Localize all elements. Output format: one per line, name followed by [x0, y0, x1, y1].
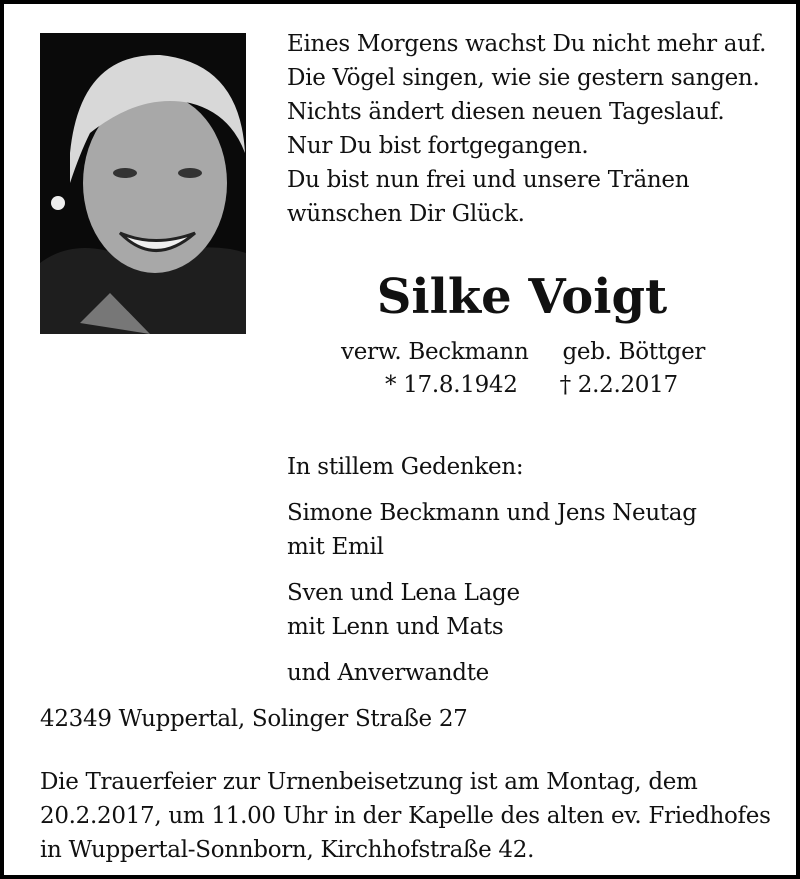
- mourners-section: [287, 450, 697, 690]
- mourner-line: und Anverwandte: [287, 660, 489, 686]
- ceremony-line: Die Trauerfeier zur Urnenbeisetzung ist am Montag, dem: [40, 769, 698, 795]
- mourner-line: Simone Beckmann und Jens Neutag: [287, 500, 697, 526]
- deceased-name: Silke Voigt: [376, 269, 668, 325]
- mourner-line: Sven und Lena Lage: [287, 580, 520, 606]
- poem-line: Du bist nun frei und unsere Tränen: [287, 167, 690, 193]
- poem-line: Die Vögel singen, wie sie gestern sangen.: [287, 65, 760, 91]
- widowed-name: verw. Beckmann: [341, 339, 529, 365]
- ceremony-line: 20.2.2017, um 11.00 Uhr in der Kapelle des alten ev. Friedhofes: [40, 803, 771, 829]
- poem-line: Eines Morgens wachst Du nicht mehr auf.: [287, 31, 767, 57]
- memory-heading: In stillem Gedenken:: [287, 454, 524, 480]
- poem-line: wünschen Dir Glück.: [287, 201, 525, 227]
- portrait-image: [40, 33, 246, 334]
- name-details: [341, 335, 705, 369]
- birth-date: * 17.8.1942: [385, 372, 518, 398]
- poem-line: Nur Du bist fortgegangen.: [287, 133, 589, 159]
- poem-line: Nichts ändert diesen neuen Tageslauf.: [287, 99, 725, 125]
- death-date: † 2.2.2017: [559, 372, 678, 398]
- mourner-line: mit Lenn und Mats: [287, 614, 504, 640]
- ceremony-line: in Wuppertal-Sonnborn, Kirchhofstraße 42.: [40, 837, 535, 863]
- poem: [287, 27, 766, 231]
- birth-name: geb. Böttger: [562, 339, 706, 365]
- mourner-line: mit Emil: [287, 534, 384, 560]
- life-dates: [385, 368, 678, 402]
- portrait-photo: [40, 33, 246, 334]
- address: 42349 Wuppertal, Solinger Straße 27: [40, 706, 468, 732]
- ceremony-info: [40, 765, 771, 867]
